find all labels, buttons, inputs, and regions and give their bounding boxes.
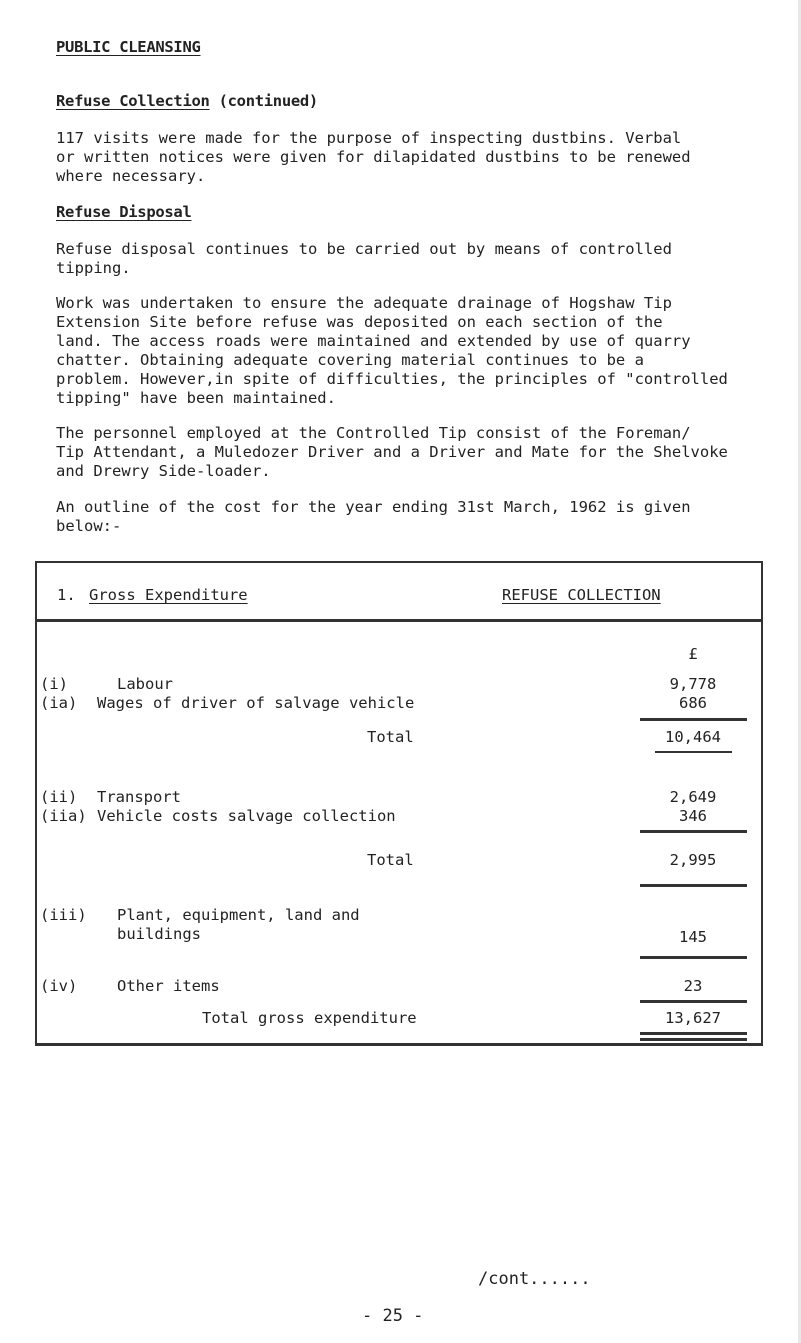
subsection-suffix: (continued) — [218, 92, 318, 110]
paragraph-line: below:- — [56, 517, 122, 535]
grand-total-double-rule — [640, 1032, 747, 1041]
value-total-1: 10,464 — [665, 728, 721, 746]
disposal-paragraph — [56, 240, 756, 278]
value-grand-total: 13,627 — [665, 1009, 721, 1027]
value-wages: 686 — [679, 694, 707, 712]
section-heading: PUBLIC CLEANSING — [56, 38, 201, 56]
paragraph-line: and Drewry Side-loader. — [56, 462, 271, 480]
table-heading-number: 1. — [57, 586, 76, 604]
personnel-paragraph — [56, 424, 756, 481]
total-rule — [655, 751, 732, 753]
work-paragraph — [56, 294, 756, 408]
subtotal-rule — [640, 956, 747, 959]
row-label-ia: (ia) — [40, 694, 78, 712]
row-text-buildings: buildings — [117, 925, 201, 943]
paragraph-line: The personnel employed at the Controlled Tip consist of the Foreman/ — [56, 424, 691, 442]
cost-table — [35, 561, 763, 1046]
paragraph-line: tipping. — [56, 259, 131, 277]
value-vehicle-costs: 346 — [679, 807, 707, 825]
row-label-iia: (iia) — [40, 807, 87, 825]
paragraph-line: Extension Site before refuse was deposited on each section of the — [56, 313, 663, 331]
subtotal-rule — [640, 718, 747, 721]
row-text-total-2: Total — [367, 851, 414, 869]
paragraph-line: problem. However,in spite of difficulties, the principles of "controlled — [56, 370, 728, 388]
subsection-heading — [56, 92, 318, 110]
paragraph-line: tipping" have been maintained. — [56, 389, 336, 407]
value-plant: 145 — [679, 928, 707, 946]
outline-paragraph — [56, 498, 756, 536]
row-text-labour: Labour — [117, 675, 173, 693]
row-label-iii: (iii) — [40, 906, 87, 924]
row-text-total-1: Total — [367, 728, 414, 746]
row-text-wages: Wages of driver of salvage vehicle — [97, 694, 415, 712]
row-text-other-items: Other items — [117, 977, 220, 995]
paragraph-line: Refuse disposal continues to be carried out by means of controlled — [56, 240, 672, 258]
row-label-i: (i) — [40, 675, 68, 693]
row-label-ii: (ii) — [40, 788, 78, 806]
paragraph-line: land. The access roads were maintained and extended by use of quarry — [56, 332, 691, 350]
header-divider — [37, 619, 761, 622]
subtotal-rule — [640, 830, 747, 833]
paragraph-line: An outline of the cost for the year ending 31st March, 1962 is given — [56, 498, 691, 516]
paragraph-line: or written notices were given for dilapidated dustbins to be renewed — [56, 148, 691, 166]
paragraph-line: chatter. Obtaining adequate covering material continues to be a — [56, 351, 644, 369]
row-label-iv: (iv) — [40, 977, 78, 995]
value-transport: 2,649 — [669, 788, 717, 806]
total-rule — [640, 884, 747, 887]
paragraph-line: Tip Attendant, a Muledozer Driver and a Driver and Mate for the Shelvoke — [56, 443, 728, 461]
continued-marker: /cont...... — [478, 1269, 591, 1289]
subsection-title: Refuse Collection — [56, 92, 210, 110]
table-heading-refuse-collection: REFUSE COLLECTION — [502, 586, 661, 604]
paragraph-line: Work was undertaken to ensure the adequate drainage of Hogshaw Tip — [56, 294, 672, 312]
row-text-plant: Plant, equipment, land and — [117, 906, 360, 924]
value-total-2: 2,995 — [669, 851, 717, 869]
page-number: - 25 - — [362, 1306, 424, 1326]
currency-symbol: £ — [688, 645, 698, 663]
value-other-items: 23 — [683, 977, 703, 995]
row-text-transport: Transport — [97, 788, 181, 806]
subtotal-rule — [640, 1000, 747, 1003]
paragraph-line: where necessary. — [56, 167, 206, 185]
row-text-vehicle-costs: Vehicle costs salvage collection — [97, 807, 396, 825]
disposal-heading: Refuse Disposal — [56, 203, 192, 221]
value-labour: 9,778 — [669, 675, 717, 693]
row-text-grand-total: Total gross expenditure — [202, 1009, 417, 1027]
visits-paragraph — [56, 129, 756, 186]
paragraph-line: 117 visits were made for the purpose of inspecting dustbins. Verbal — [56, 129, 682, 147]
table-heading-gross-expenditure: Gross Expenditure — [89, 586, 248, 604]
